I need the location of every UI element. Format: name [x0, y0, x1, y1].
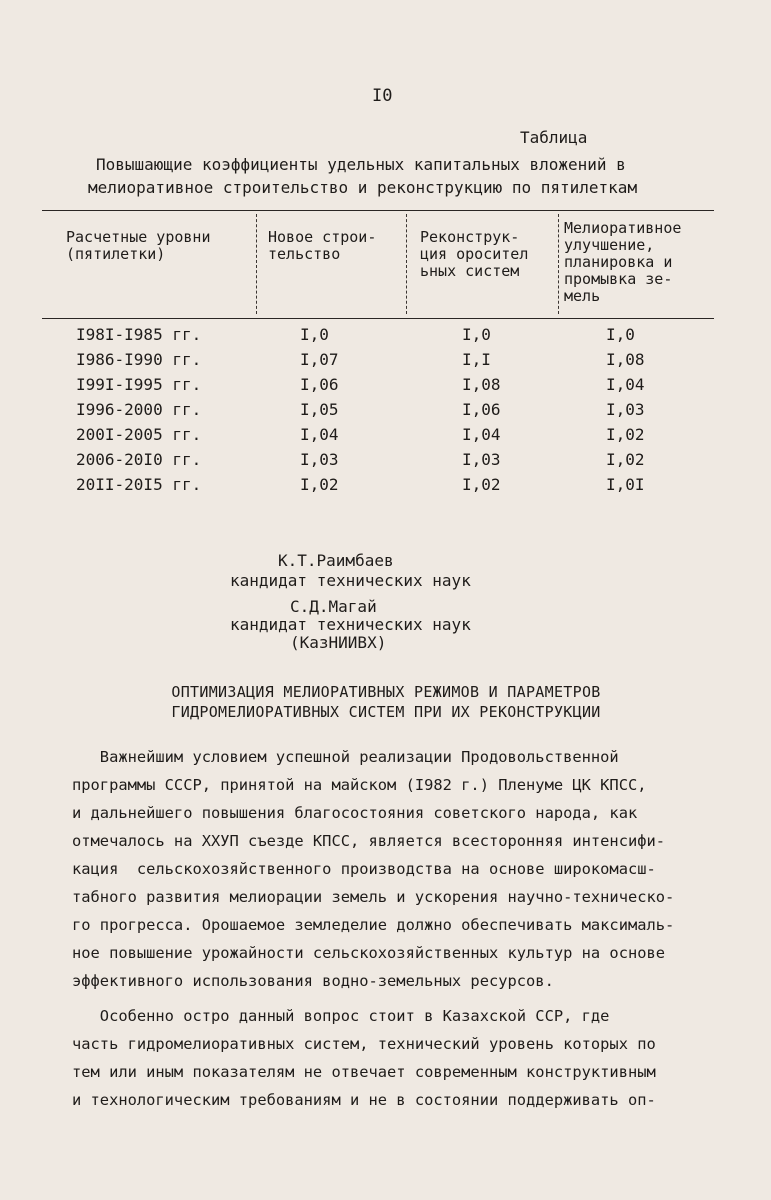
article-title	[116, 682, 656, 722]
author-title: кандидат технических наук	[230, 615, 471, 634]
author-organization: (КазНИИВХ)	[290, 633, 387, 652]
title-line: ГИДРОМЕЛИОРАТИВНЫХ СИСТЕМ ПРИ ИХ РЕКОНСТРУКЦИИ	[171, 703, 601, 721]
column-separator	[558, 214, 559, 314]
header-new-construction: Новое строи- тельство	[268, 228, 377, 263]
paragraph: Особенно остро данный вопрос стоит в Казахской ССР, где часть гидромелиоративных систем, технический уровень которых по тем или иным показателям не отвечает современным конструктивным и технологическим требованиям и не в состоянии поддерживать оп-	[72, 1007, 656, 1109]
table-row: I99I-I995 гг. I,06 I,08 I,04	[76, 375, 645, 394]
header-reconstruction: Реконструк- ция оросител ьных систем	[420, 228, 529, 280]
table-caption	[88, 153, 708, 199]
author-name: К.Т.Раимбаев	[278, 551, 394, 570]
table-top-rule	[42, 210, 714, 211]
author-title: кандидат технических наук	[230, 571, 471, 590]
author-name: С.Д.Магай	[290, 597, 377, 616]
column-separator	[406, 214, 407, 314]
table-row: I986-I990 гг. I,07 I,I I,08	[76, 350, 645, 369]
caption-line: мелиоративное строительство и реконструкцию по пятилеткам	[88, 178, 638, 197]
table-row: I996-2000 гг. I,05 I,06 I,03	[76, 400, 645, 419]
table-header-rule	[42, 318, 714, 319]
table-row: 2006-20I0 гг. I,03 I,03 I,02	[76, 450, 645, 469]
table-row: 20II-20I5 гг. I,02 I,02 I,0I	[76, 475, 645, 494]
table-row: I98I-I985 гг. I,0 I,0 I,0	[76, 325, 635, 344]
table-label: Таблица	[520, 128, 588, 147]
column-separator	[256, 214, 257, 314]
title-line: ОПТИМИЗАЦИЯ МЕЛИОРАТИВНЫХ РЕЖИМОВ И ПАРАМЕТРОВ	[171, 683, 601, 701]
header-melioration: Мелиоративное улучшение, планировка и промывка зе- мель	[564, 219, 682, 305]
paragraph: Важнейшим условием успешной реализации Продовольственной программы СССР, принятой на майском (I982 г.) Пленуме ЦК КПСС, и дальнейшего повышения благосостояния советского народа, как отмечалось на ХХУП съезде КПСС, является всесторонняя интенсифи- кация сельскохозяйственного производства на основе широкомасш- табного развития мелиорации земель и ускорения научно-техническо- го прогресса. Орошаемое земледелие должно обеспечивать максималь- ное повышение урожайности сельскохозяйственных культур на основе эффективного использования водно-земельных ресурсов.	[72, 748, 675, 990]
table-row: 200I-2005 гг. I,04 I,04 I,02	[76, 425, 645, 444]
page-number: I0	[372, 86, 393, 106]
header-period: Расчетные уровни (пятилетки)	[66, 228, 211, 263]
caption-line: Повышающие коэффициенты удельных капитальных вложений в	[96, 155, 626, 174]
